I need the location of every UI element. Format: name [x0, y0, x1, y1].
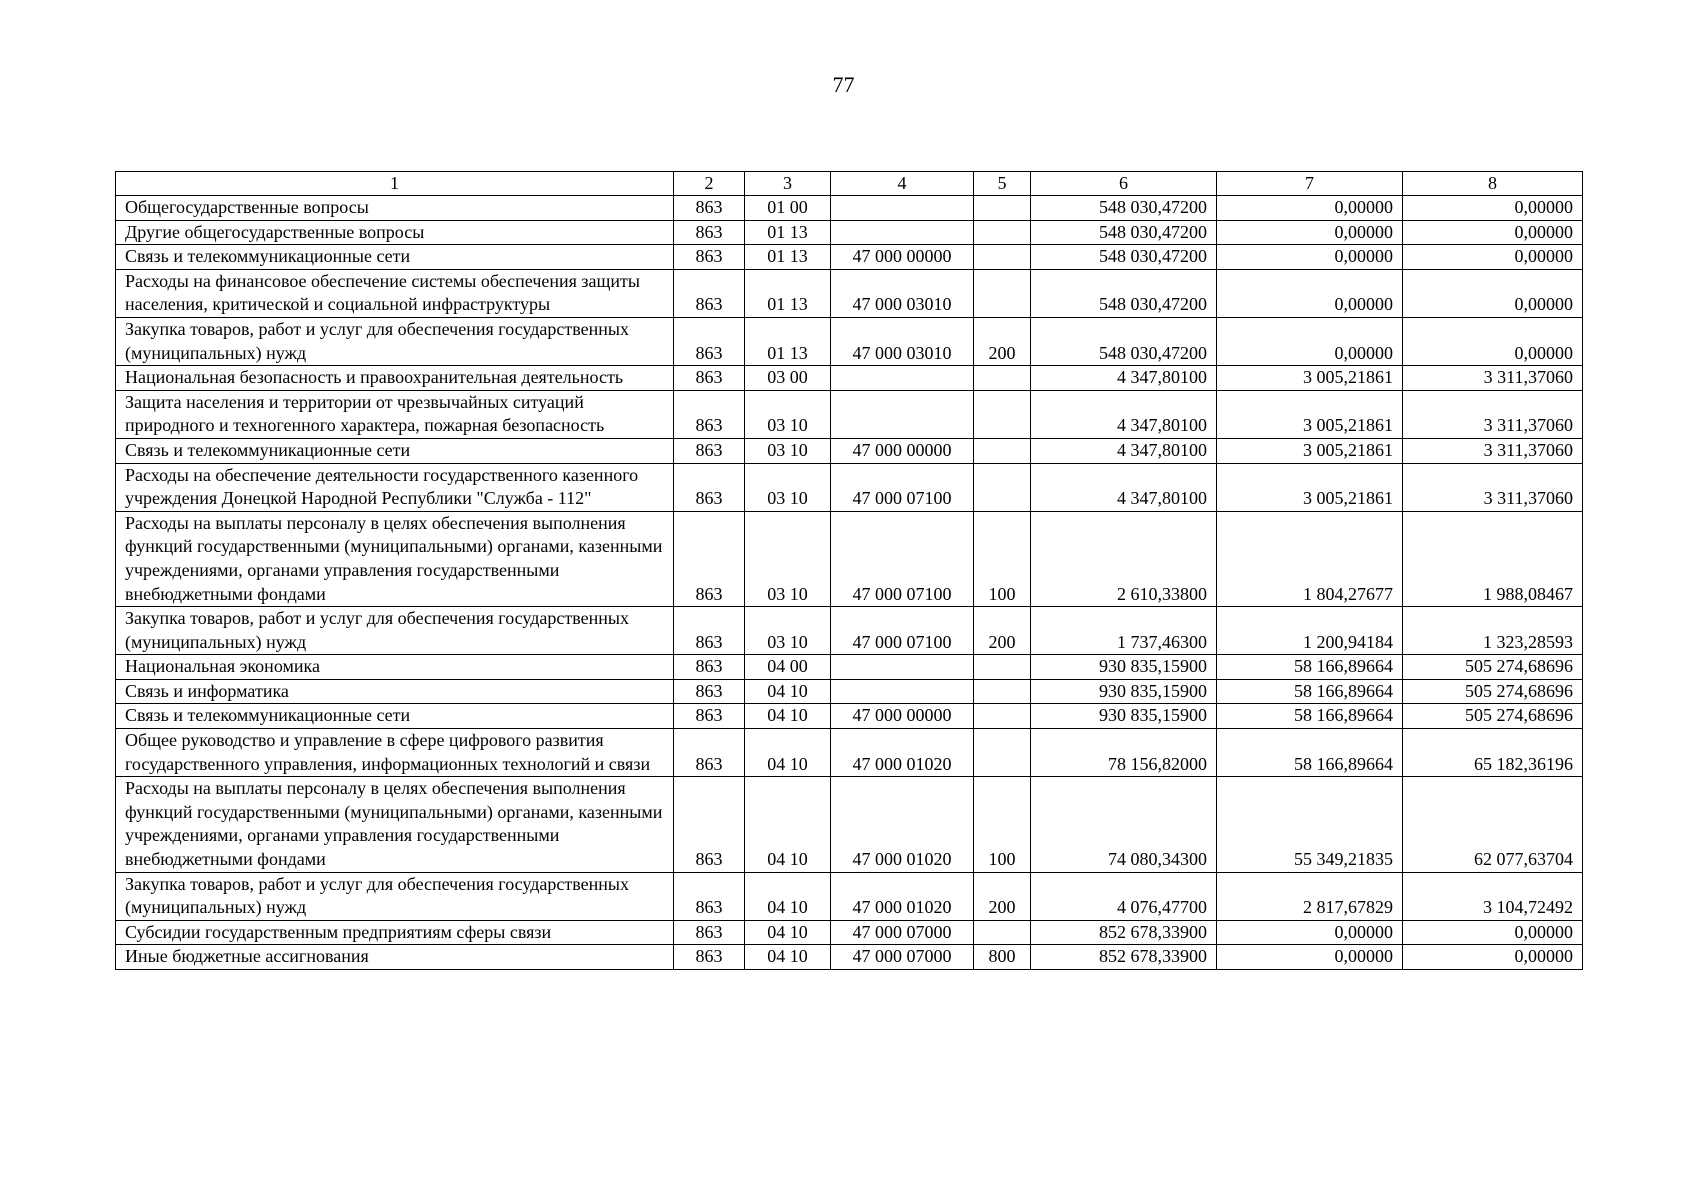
amount-col6-cell: 74 080,34300	[1031, 777, 1217, 872]
expense-type-cell	[974, 463, 1031, 511]
item-name-cell: Связь и телекоммуникационные сети	[116, 245, 674, 270]
item-name-cell: Другие общегосударственные вопросы	[116, 220, 674, 245]
table-row	[116, 704, 1583, 729]
expense-type-cell	[974, 704, 1031, 729]
admin-code-cell: 863	[674, 463, 745, 511]
amount-col6-cell: 852 678,33900	[1031, 945, 1217, 970]
table-row	[116, 245, 1583, 270]
table-row	[116, 220, 1583, 245]
amount-col6-cell: 2 610,33800	[1031, 511, 1217, 606]
table-row	[116, 317, 1583, 365]
amount-col7-cell: 3 005,21861	[1217, 390, 1403, 438]
column-header: 5	[974, 172, 1031, 196]
expense-type-cell	[974, 390, 1031, 438]
column-header: 4	[831, 172, 974, 196]
item-name-cell: Расходы на обеспечение деятельности государственного казенного учреждения Донецкой Народной Республики "Служба - 112"	[116, 463, 674, 511]
section-code-cell: 04 10	[745, 777, 831, 872]
table-row	[116, 920, 1583, 945]
column-header: 8	[1403, 172, 1583, 196]
admin-code-cell: 863	[674, 438, 745, 463]
expense-type-cell: 800	[974, 945, 1031, 970]
amount-col7-cell: 2 817,67829	[1217, 872, 1403, 920]
admin-code-cell: 863	[674, 245, 745, 270]
amount-col6-cell: 930 835,15900	[1031, 655, 1217, 680]
amount-col8-cell: 0,00000	[1403, 220, 1583, 245]
target-article-cell: 47 000 07000	[831, 920, 974, 945]
amount-col6-cell: 548 030,47200	[1031, 220, 1217, 245]
expense-type-cell	[974, 679, 1031, 704]
amount-col7-cell: 58 166,89664	[1217, 655, 1403, 680]
target-article-cell	[831, 655, 974, 680]
column-header: 3	[745, 172, 831, 196]
table-row	[116, 872, 1583, 920]
amount-col6-cell: 930 835,15900	[1031, 679, 1217, 704]
admin-code-cell: 863	[674, 872, 745, 920]
expense-type-cell: 200	[974, 607, 1031, 655]
item-name-cell: Национальная безопасность и правоохранительная деятельность	[116, 366, 674, 391]
table-row	[116, 945, 1583, 970]
section-code-cell: 03 10	[745, 511, 831, 606]
section-code-cell: 01 13	[745, 269, 831, 317]
amount-col6-cell: 4 347,80100	[1031, 438, 1217, 463]
item-name-cell: Расходы на выплаты персоналу в целях обеспечения выполнения функций государственными (муниципальными) органами, казенными учреждениями, органами управления государственными внебюджетными фондами	[116, 511, 674, 606]
expense-type-cell: 100	[974, 777, 1031, 872]
table-row	[116, 196, 1583, 221]
table-header-row	[116, 172, 1583, 196]
admin-code-cell: 863	[674, 729, 745, 777]
section-code-cell: 04 10	[745, 920, 831, 945]
table-row	[116, 463, 1583, 511]
item-name-cell: Закупка товаров, работ и услуг для обеспечения государственных (муниципальных) нужд	[116, 607, 674, 655]
target-article-cell: 47 000 00000	[831, 245, 974, 270]
amount-col6-cell: 548 030,47200	[1031, 317, 1217, 365]
admin-code-cell: 863	[674, 777, 745, 872]
amount-col6-cell: 4 347,80100	[1031, 390, 1217, 438]
expense-type-cell	[974, 438, 1031, 463]
table-row	[116, 438, 1583, 463]
amount-col8-cell: 3 311,37060	[1403, 463, 1583, 511]
section-code-cell: 01 13	[745, 220, 831, 245]
amount-col8-cell: 62 077,63704	[1403, 777, 1583, 872]
column-header: 7	[1217, 172, 1403, 196]
item-name-cell: Общегосударственные вопросы	[116, 196, 674, 221]
target-article-cell: 47 000 07100	[831, 607, 974, 655]
expense-type-cell	[974, 220, 1031, 245]
expense-type-cell	[974, 655, 1031, 680]
item-name-cell: Субсидии государственным предприятиям сферы связи	[116, 920, 674, 945]
amount-col8-cell: 3 311,37060	[1403, 390, 1583, 438]
table-row	[116, 655, 1583, 680]
admin-code-cell: 863	[674, 220, 745, 245]
item-name-cell: Расходы на выплаты персоналу в целях обеспечения выполнения функций государственными (муниципальными) органами, казенными учреждениями, органами управления государственными внебюджетными фондами	[116, 777, 674, 872]
amount-col8-cell: 505 274,68696	[1403, 679, 1583, 704]
target-article-cell: 47 000 00000	[831, 438, 974, 463]
amount-col8-cell: 0,00000	[1403, 196, 1583, 221]
section-code-cell: 04 10	[745, 945, 831, 970]
target-article-cell: 47 000 07100	[831, 463, 974, 511]
amount-col6-cell: 930 835,15900	[1031, 704, 1217, 729]
item-name-cell: Закупка товаров, работ и услуг для обеспечения государственных (муниципальных) нужд	[116, 872, 674, 920]
item-name-cell: Иные бюджетные ассигнования	[116, 945, 674, 970]
section-code-cell: 04 10	[745, 679, 831, 704]
table-row	[116, 777, 1583, 872]
target-article-cell: 47 000 01020	[831, 729, 974, 777]
table-row	[116, 390, 1583, 438]
amount-col6-cell: 4 347,80100	[1031, 366, 1217, 391]
admin-code-cell: 863	[674, 511, 745, 606]
amount-col7-cell: 3 005,21861	[1217, 366, 1403, 391]
item-name-cell: Защита населения и территории от чрезвычайных ситуаций природного и техногенного характера, пожарная безопасность	[116, 390, 674, 438]
section-code-cell: 03 00	[745, 366, 831, 391]
expense-type-cell	[974, 196, 1031, 221]
table-row	[116, 269, 1583, 317]
target-article-cell	[831, 366, 974, 391]
amount-col6-cell: 4 347,80100	[1031, 463, 1217, 511]
table-row	[116, 607, 1583, 655]
section-code-cell: 04 10	[745, 872, 831, 920]
amount-col7-cell: 3 005,21861	[1217, 463, 1403, 511]
admin-code-cell: 863	[674, 317, 745, 365]
page-number	[0, 72, 1697, 98]
amount-col7-cell: 58 166,89664	[1217, 679, 1403, 704]
expense-type-cell	[974, 729, 1031, 777]
amount-col7-cell: 0,00000	[1217, 245, 1403, 270]
admin-code-cell: 863	[674, 704, 745, 729]
expense-type-cell	[974, 920, 1031, 945]
amount-col7-cell: 0,00000	[1217, 196, 1403, 221]
admin-code-cell: 863	[674, 366, 745, 391]
table-row	[116, 679, 1583, 704]
amount-col8-cell: 505 274,68696	[1403, 655, 1583, 680]
target-article-cell	[831, 390, 974, 438]
item-name-cell: Расходы на финансовое обеспечение системы обеспечения защиты населения, критической и социальной инфраструктуры	[116, 269, 674, 317]
table-row	[116, 729, 1583, 777]
amount-col7-cell: 0,00000	[1217, 220, 1403, 245]
amount-col7-cell: 1 804,27677	[1217, 511, 1403, 606]
page-number-text: 77	[832, 72, 855, 97]
amount-col8-cell: 3 311,37060	[1403, 438, 1583, 463]
amount-col8-cell: 1 988,08467	[1403, 511, 1583, 606]
item-name-cell: Закупка товаров, работ и услуг для обеспечения государственных (муниципальных) нужд	[116, 317, 674, 365]
expense-type-cell: 200	[974, 317, 1031, 365]
amount-col6-cell: 4 076,47700	[1031, 872, 1217, 920]
section-code-cell: 01 00	[745, 196, 831, 221]
amount-col8-cell: 0,00000	[1403, 245, 1583, 270]
admin-code-cell: 863	[674, 196, 745, 221]
target-article-cell: 47 000 07100	[831, 511, 974, 606]
table-row	[116, 511, 1583, 606]
amount-col8-cell: 505 274,68696	[1403, 704, 1583, 729]
section-code-cell: 03 10	[745, 390, 831, 438]
amount-col7-cell: 1 200,94184	[1217, 607, 1403, 655]
target-article-cell: 47 000 00000	[831, 704, 974, 729]
section-code-cell: 04 00	[745, 655, 831, 680]
target-article-cell	[831, 196, 974, 221]
item-name-cell: Общее руководство и управление в сфере цифрового развития государственного управления, информационных технологий и связи	[116, 729, 674, 777]
amount-col8-cell: 1 323,28593	[1403, 607, 1583, 655]
section-code-cell: 04 10	[745, 729, 831, 777]
column-header: 6	[1031, 172, 1217, 196]
amount-col8-cell: 3 311,37060	[1403, 366, 1583, 391]
expense-type-cell	[974, 245, 1031, 270]
amount-col6-cell: 548 030,47200	[1031, 245, 1217, 270]
amount-col8-cell: 0,00000	[1403, 945, 1583, 970]
amount-col6-cell: 548 030,47200	[1031, 269, 1217, 317]
column-header: 1	[116, 172, 674, 196]
target-article-cell	[831, 220, 974, 245]
amount-col8-cell: 65 182,36196	[1403, 729, 1583, 777]
budget-table	[115, 171, 1583, 970]
target-article-cell	[831, 679, 974, 704]
expense-type-cell	[974, 269, 1031, 317]
amount-col8-cell: 0,00000	[1403, 920, 1583, 945]
admin-code-cell: 863	[674, 390, 745, 438]
admin-code-cell: 863	[674, 679, 745, 704]
amount-col6-cell: 548 030,47200	[1031, 196, 1217, 221]
amount-col8-cell: 0,00000	[1403, 269, 1583, 317]
expense-type-cell	[974, 366, 1031, 391]
target-article-cell: 47 000 03010	[831, 269, 974, 317]
amount-col7-cell: 3 005,21861	[1217, 438, 1403, 463]
item-name-cell: Связь и информатика	[116, 679, 674, 704]
item-name-cell: Связь и телекоммуникационные сети	[116, 704, 674, 729]
amount-col7-cell: 55 349,21835	[1217, 777, 1403, 872]
amount-col6-cell: 78 156,82000	[1031, 729, 1217, 777]
amount-col7-cell: 0,00000	[1217, 317, 1403, 365]
section-code-cell: 03 10	[745, 438, 831, 463]
item-name-cell: Национальная экономика	[116, 655, 674, 680]
amount-col8-cell: 0,00000	[1403, 317, 1583, 365]
target-article-cell: 47 000 07000	[831, 945, 974, 970]
item-name-cell: Связь и телекоммуникационные сети	[116, 438, 674, 463]
section-code-cell: 04 10	[745, 704, 831, 729]
amount-col7-cell: 0,00000	[1217, 945, 1403, 970]
admin-code-cell: 863	[674, 945, 745, 970]
column-header: 2	[674, 172, 745, 196]
expense-type-cell: 100	[974, 511, 1031, 606]
amount-col7-cell: 58 166,89664	[1217, 729, 1403, 777]
admin-code-cell: 863	[674, 920, 745, 945]
section-code-cell: 01 13	[745, 317, 831, 365]
section-code-cell: 01 13	[745, 245, 831, 270]
amount-col7-cell: 58 166,89664	[1217, 704, 1403, 729]
amount-col6-cell: 1 737,46300	[1031, 607, 1217, 655]
amount-col6-cell: 852 678,33900	[1031, 920, 1217, 945]
amount-col7-cell: 0,00000	[1217, 269, 1403, 317]
table-body	[116, 196, 1583, 970]
target-article-cell: 47 000 01020	[831, 872, 974, 920]
expense-type-cell: 200	[974, 872, 1031, 920]
admin-code-cell: 863	[674, 607, 745, 655]
target-article-cell: 47 000 03010	[831, 317, 974, 365]
amount-col7-cell: 0,00000	[1217, 920, 1403, 945]
amount-col8-cell: 3 104,72492	[1403, 872, 1583, 920]
section-code-cell: 03 10	[745, 463, 831, 511]
target-article-cell: 47 000 01020	[831, 777, 974, 872]
admin-code-cell: 863	[674, 269, 745, 317]
admin-code-cell: 863	[674, 655, 745, 680]
section-code-cell: 03 10	[745, 607, 831, 655]
table-row	[116, 366, 1583, 391]
